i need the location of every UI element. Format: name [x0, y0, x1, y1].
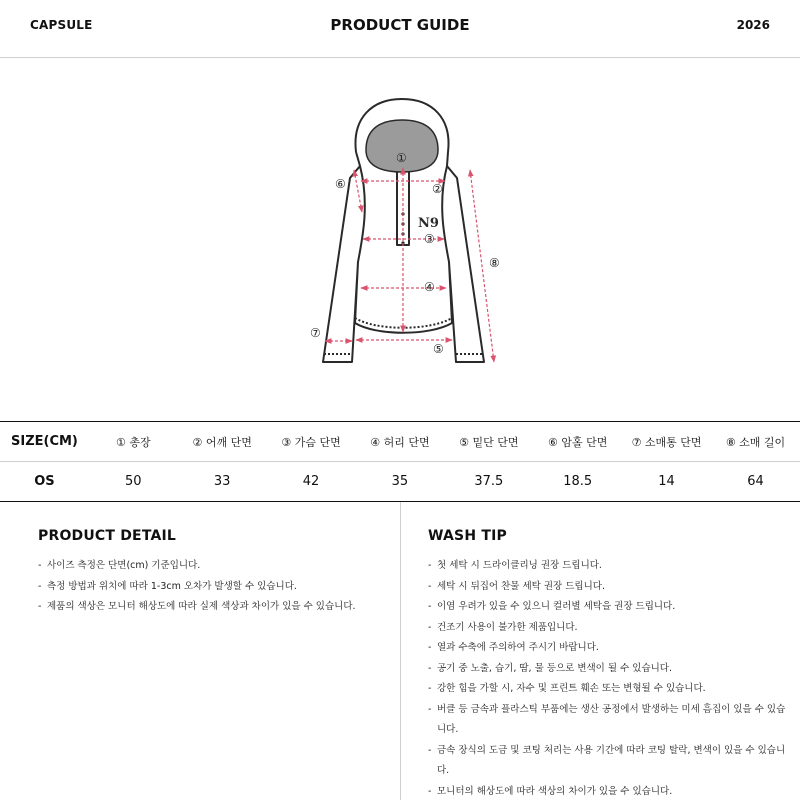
size-table	[0, 421, 800, 502]
list-item: - 버클 등 금속과 플라스틱 부품에는 생산 공정에서 발생하는 미세 흠집이 있을 수 있습니다.	[428, 700, 788, 741]
product-detail-list	[38, 556, 388, 618]
wash-tip-list	[428, 556, 788, 802]
header-hem: ⑤ 밑단 단면	[444, 422, 533, 462]
header-sleeve-length: ⑧ 소매 길이	[711, 422, 800, 462]
list-item: - 세탁 시 뒤집어 찬물 세탁 권장 드립니다.	[428, 577, 788, 598]
size-header: SIZE(CM)	[0, 422, 89, 462]
list-item: - 사이즈 측정은 단면(cm) 기준입니다.	[38, 556, 388, 577]
list-item: - 강한 힘을 가할 시, 자수 및 프린트 훼손 또는 변형될 수 있습니다.	[428, 679, 788, 700]
mark-2: ②	[432, 182, 443, 196]
mark-1: ①	[396, 151, 407, 165]
header-waist: ④ 허리 단면	[356, 422, 445, 462]
product-detail-title: PRODUCT DETAIL	[38, 528, 388, 544]
list-item: - 열과 수축에 주의하여 주시기 바랍니다.	[428, 638, 788, 659]
header-sleeve-opening: ⑦ 소매통 단면	[622, 422, 711, 462]
info-section	[0, 502, 800, 800]
garment-diagram	[0, 58, 800, 420]
garment-illustration	[0, 58, 800, 420]
value-cell: 33	[178, 462, 267, 502]
page-header	[0, 0, 800, 58]
mark-8: ⑧	[489, 256, 500, 270]
mark-3: ③	[424, 232, 435, 246]
header-chest: ③ 가슴 단면	[267, 422, 356, 462]
product-detail	[38, 528, 388, 618]
mark-5: ⑤	[433, 342, 444, 356]
page-title: PRODUCT GUIDE	[0, 16, 800, 34]
header-shoulder: ② 어깨 단면	[178, 422, 267, 462]
list-item: - 금속 장식의 도금 및 코팅 처리는 사용 기간에 따라 코팅 탈락, 변색이 있을 수 있습니다.	[428, 741, 788, 782]
size-table-header	[0, 422, 800, 462]
mark-7: ⑦	[310, 326, 321, 340]
logo-mark: N9	[418, 216, 439, 231]
mark-4: ④	[424, 280, 435, 294]
year-label: 2026	[737, 18, 770, 32]
wash-tip-title: WASH TIP	[428, 528, 788, 544]
brand-name: CAPSULE	[30, 18, 93, 32]
list-item: - 첫 세탁 시 드라이클리닝 권장 드립니다.	[428, 556, 788, 577]
value-cell: 35	[356, 462, 445, 502]
column-divider	[400, 502, 401, 800]
value-cell: 64	[711, 462, 800, 502]
list-item: - 건조기 사용이 불가한 제품입니다.	[428, 618, 788, 639]
size-cell: OS	[0, 462, 89, 502]
value-cell: 50	[89, 462, 178, 502]
measure-line-6	[354, 170, 362, 212]
value-cell: 18.5	[533, 462, 622, 502]
mark-6: ⑥	[335, 177, 346, 191]
wash-tip	[428, 528, 788, 802]
header-total-length: ① 총장	[89, 422, 178, 462]
value-cell: 14	[622, 462, 711, 502]
list-item: - 모니터의 해상도에 따라 색상의 차이가 있을 수 있습니다.	[428, 782, 788, 802]
list-item: - 이염 우려가 있을 수 있으니 컬러별 세탁을 권장 드립니다.	[428, 597, 788, 618]
list-item: - 제품의 색상은 모니터 해상도에 따라 실제 색상과 차이가 있을 수 있습니다.	[38, 597, 388, 618]
value-cell: 37.5	[444, 462, 533, 502]
list-item: - 측정 방법과 위치에 따라 1-3cm 오차가 발생할 수 있습니다.	[38, 577, 388, 598]
header-armhole: ⑥ 암홀 단면	[533, 422, 622, 462]
value-cell: 42	[267, 462, 356, 502]
table-row	[0, 462, 800, 502]
list-item: - 공기 중 노출, 습기, 땀, 물 등으로 변색이 될 수 있습니다.	[428, 659, 788, 680]
